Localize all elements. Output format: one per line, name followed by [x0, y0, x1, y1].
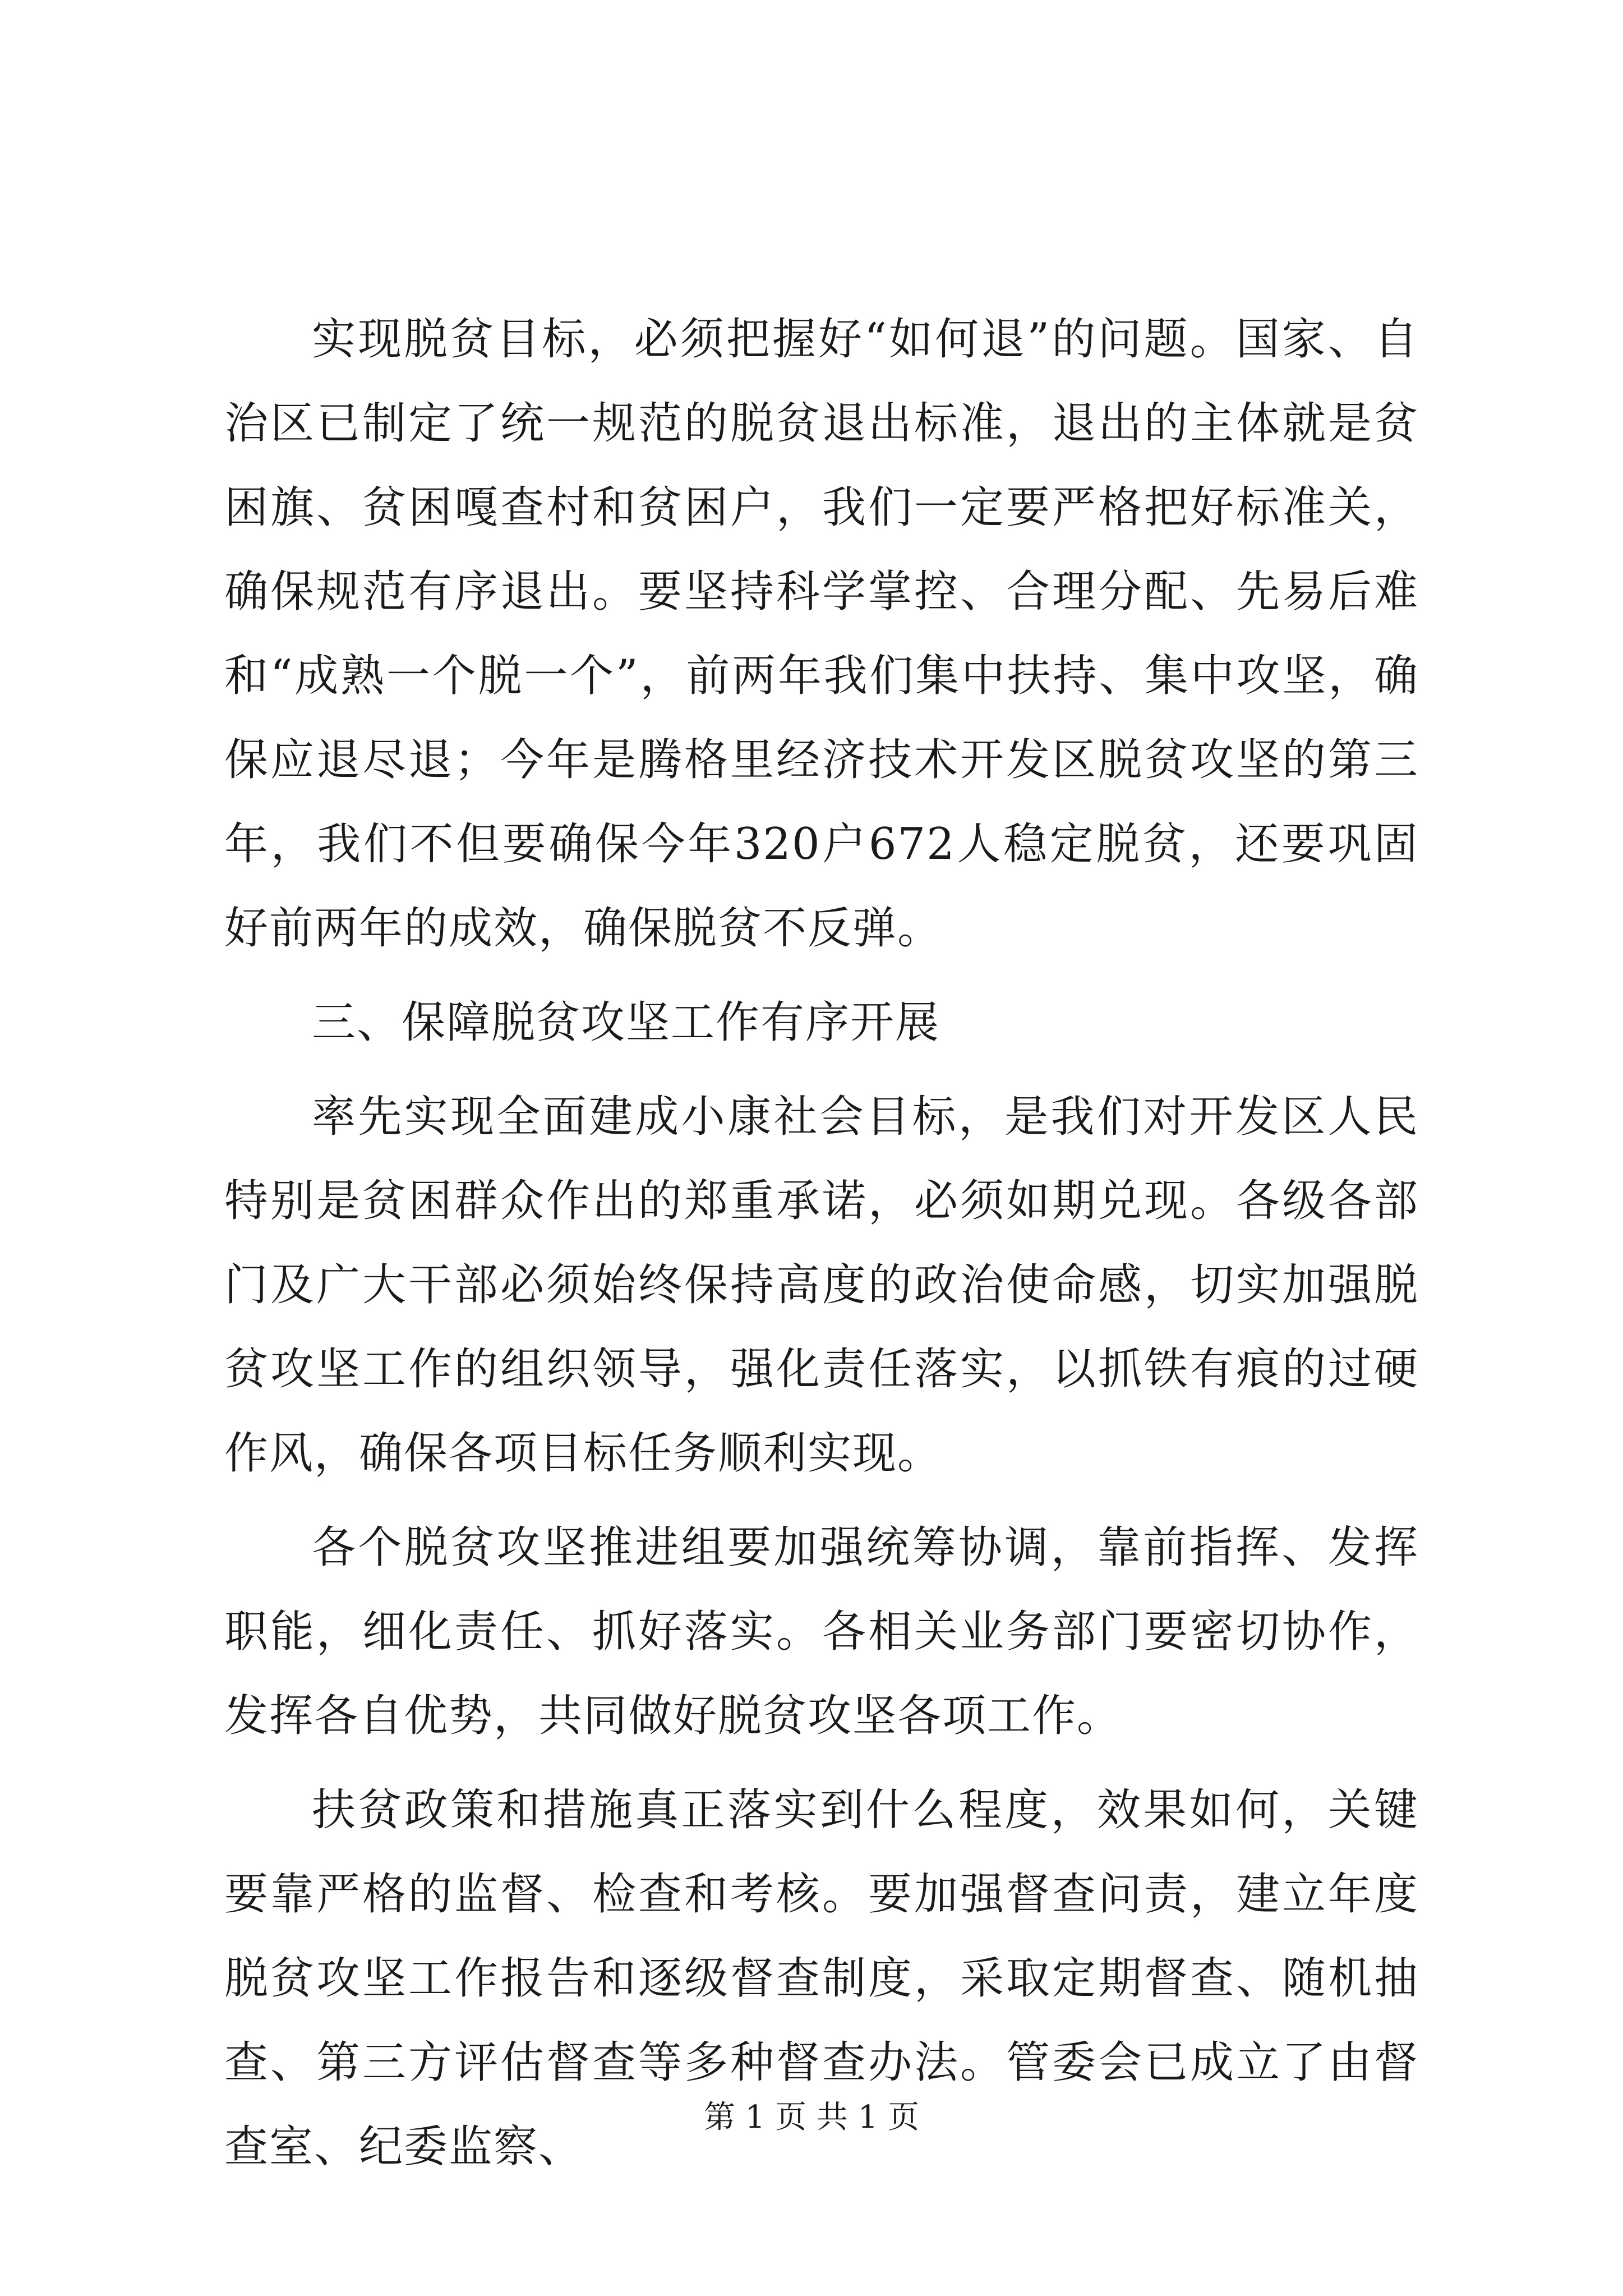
- paragraph-spacer: [224, 970, 1419, 981]
- document-body: [224, 297, 1419, 2189]
- paragraph-spacer: [224, 1758, 1419, 1768]
- paragraph-spacer: [224, 1496, 1419, 1506]
- section-heading-3: 三、保障脱贫攻坚工作有序开展: [312, 997, 940, 1048]
- paragraph-supervision: 扶贫政策和措施真正落实到什么程度，效果如何，关键要靠严格的监督、检查和考核。要加强督查问责，建立年度脱贫攻坚工作报告和逐级督查制度，采取定期督查、随机抽查、第三方评估督查等多种督查办法。管委会已成立了由督查室、纪委监察、: [224, 1785, 1419, 2172]
- paragraph-exit-standards: 实现脱贫目标，必须把握好“如何退”的问题。国家、自治区已制定了统一规范的脱贫退出标准，退出的主体就是贫困旗、贫困嘎查村和贫困户，我们一定要严格把好标准关，确保规范有序退出。要坚持科学掌控、合理分配、先易后难和“成熟一个脱一个”，前两年我们集中扶持、集中攻坚，确保应退尽退；今年是腾格里经济技术开发区脱贫攻坚的第三年，我们不但要确保今年320户672人稳定脱贫，还要巩固好前两年的成效，确保脱贫不反弹。: [224, 314, 1419, 954]
- page-number-footer: 第 1 页 共 1 页: [703, 2099, 920, 2136]
- paragraph-xiaokang-goal: 率先实现全面建成小康社会目标，是我们对开发区人民特别是贫困群众作出的郑重承诺，必须如期兑现。各级各部门及广大干部必须始终保持高度的政治使命感，切实加强脱贫攻坚工作的组织领导，强化责任落实，以抓铁有痕的过硬作风，确保各项目标任务顺利实现。: [224, 1092, 1419, 1479]
- paragraph-spacer: [224, 1065, 1419, 1075]
- paragraph-coordination: 各个脱贫攻坚推进组要加强统筹协调，靠前指挥、发挥职能，细化责任、抓好落实。各相关业务部门要密切协作，发挥各自优势，共同做好脱贫攻坚各项工作。: [224, 1522, 1419, 1741]
